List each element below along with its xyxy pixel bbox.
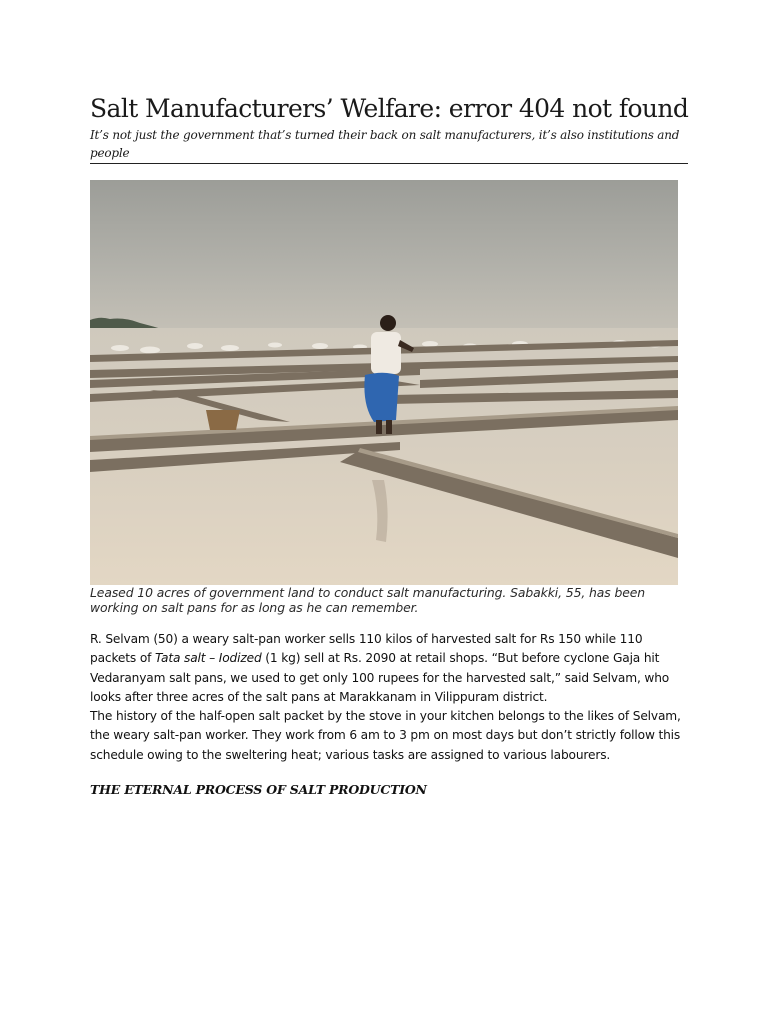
paragraph-1: R. Selvam (50) a weary salt-pan worker sells 110 kilos of harvested salt for Rs 150 while 110 packets of Tata salt – Iodized (1 kg) sell at Rs. 2090 at retail shops. “But before cyclone Gaja hit Vedaranyam salt pans, we used to get only 100 rupees for the harvested salt,” said Selvam, who looks after three acres of the salt pans at Marakkanam in Vilippuram district. xyxy=(90,632,670,704)
paragraph-2: The history of the half-open salt packet by the stove in your kitchen belongs to the likes of Selvam, the weary salt-pan worker. They work from 6 am to 3 pm on most days but don’t strictly follow this schedule owing to the sweltering heat; various tasks are assigned to various labourers. xyxy=(90,709,681,762)
product-name: Tata salt – Iodized xyxy=(155,651,262,666)
page-title: Salt Manufacturers’ Welfare: error 404 not found xyxy=(90,94,689,123)
salt-pan-photo xyxy=(90,180,678,585)
title-divider xyxy=(90,163,688,164)
photo-caption: Leased 10 acres of government land to conduct salt manufacturing. Sabakki, 55, has been working on salt pans for as long as he can remember. xyxy=(90,585,646,615)
section-heading: THE ETERNAL PROCESS OF SALT PRODUCTION xyxy=(90,782,427,797)
article-body xyxy=(90,630,688,765)
page-subtitle: It’s not just the government that’s turned their back on salt manufacturers, it’s also institutions and people xyxy=(90,128,680,160)
